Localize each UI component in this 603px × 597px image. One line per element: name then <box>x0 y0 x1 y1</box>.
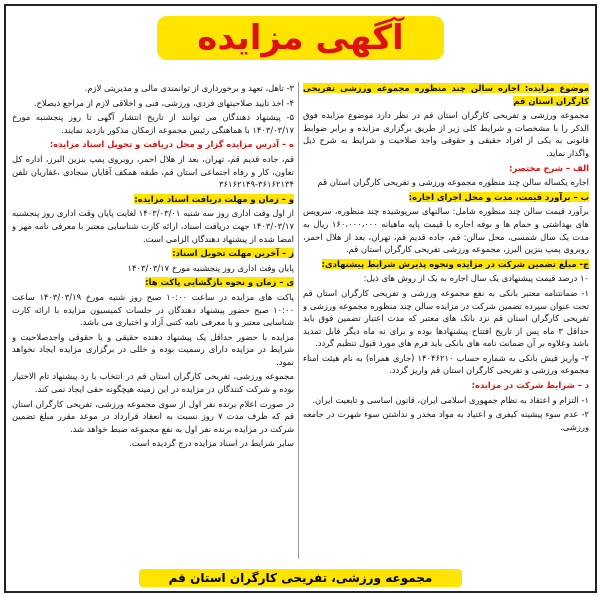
condition-item-3: ۳- تاهل، تعهد و برخورداری از توانمندی مالی و مدیریتی لازم. <box>84 83 294 93</box>
section-jim-label: ج- مبلغ تضمین شرکت در مزایده ونحوه پذیرش شرایط پیشنهادی: <box>321 258 589 269</box>
section-vav-text: از اول وقت اداری روز سه شنبه ۱۴۰۳/۰۳/۰۱ لغایت پایان وقت اداری روز پنجشنبه ۱۴۰۳/۰۳/۱۷ جهت دریافت اسناد، ارائه کارت شناسایی معتبر با معرفی نامه مهر و امضا شده از پیشنهاد دهندگان الزامی است. <box>12 208 294 244</box>
footer-org-name: مجموعه ورزشی، تفریحی کارگران استان قم <box>139 569 463 587</box>
section-ze-label: ز – آخرین مهلت تحویل اسناد: <box>172 248 294 259</box>
note-4: سایر شرایط در اسناد مزایده درج گردیده است. <box>129 438 294 449</box>
section-be-text: برآورد قیمت سالن چند منظوره شامل: سالنهای سرپوشیده چند منظوره، سرویس های بهداشتی و حمام ها و بوفه اجاره با قیمت پایه ماهیانه ۱۶۰،۰۰۰،۰۰۰ ریال به مدت یک سال شمسی، محل سالن: قم، جاده قدیم قم، تهران، بعد از هلال احمر، روبروی پمپ بنزین البرز، مجموعه ورزشی تفریحی کارگران استان قم. <box>303 206 589 255</box>
section-he-text: قم، جاده قدیم قم، تهران، بعد از هلال احمر، روبروی پمپ بنزین البرز، اداره کل تعاون، کار و رفاه اجتماعی استان قم، طبقه همکف آقایان سجادی ،غفاریان تلفن ۳۶۱۶۲۱۳۴-۳۶۱۶۲۱۴۹ <box>12 153 294 190</box>
right-column <box>303 82 589 561</box>
section-dal-item-1: ۱- التزام و اعتقاد به نظام جمهوری اسلامی ایران، قانون اساسی و تابعیت ایران. <box>312 394 589 405</box>
condition-item-5: ۵- پیشنهاد دهندگان می توانند از تاریخ انتشار آگهی تا روز پنجشنبه مورخ ۱۴۰۳/۰۳/۱۷ با هماهنگی رئیس مجموعه ازمکان مذکور بازدید نمایند. <box>12 112 294 135</box>
section-jim-item-1: ۱- ضمانتنامه معتبر بانکی به نفع مجموعه ورزشی و تفریحی کارگران استان قم تحت عنوان سپرده تضمین شرکت در مزایده سالن چند منظوره مجموعه ورزشی و تفریحی کارگران استان قم نزد بانک های معتبر که مدت اعتبار تضمین فوق باید حداقل ۳ ماه پس از تاریخ افتتاح پیشنهادها بوده و برای نه ماه دیگر قابل تمدید باشد وعلاوه بر آن ضمانت نامه های بانکی باید فرم های مورد قبول تنظیم گردد. <box>303 287 589 349</box>
note-3: در صورت اعلام برنده نفر اول از سوی مجموعه ورزشی، تفریحی کارگران استان قم که ظرف مدت ۷ روز نسبت به انعقاد قرارداد در موعد مقرر مبلغ تضمین شرکت در مزایده برنده نفر اول به نفع مجموعه ضبط خواهد شد. <box>12 398 294 434</box>
auction-notice <box>4 4 597 593</box>
section-vav-label: و – زمان و مهلت دریافت اسناد مزایده: <box>134 193 294 204</box>
section-dal-label: د – شرایط شرکت در مزایده: <box>471 380 589 391</box>
notice-title: آگهی مزایده <box>157 16 443 60</box>
section-be-label: ب – برآورد قیمت، مدت و محل اجرای اجاره: <box>408 191 589 202</box>
title-wrap <box>6 16 595 60</box>
section-ye-text: پاکت های مزایده در ساعت ۱۰:۰۰ صبح روز شنبه مورخ ۱۴۰۳/۰۳/۱۹ ساعت ۱۰:۰۰ صبح حضور پیشنهاد دهندگان در جلسات کمیسیون مزایده با ارائه کارت شناسایی معتبر و با معرفی نامه کتبی آزاد و اختیاری می باشد. <box>12 291 294 328</box>
note-2: مجموعه ورزشی، تفریحی کارگران استان قم در انتخاب یا رد پیشنهاد تام الاختیار بوده و شرکت کنندگان در مزایده در این زمینه هیچگونه حقی ایجاد نمی کند. <box>12 371 294 395</box>
footer <box>6 567 595 587</box>
section-he-label: ه – آدرس مزایده گزار و محل دریافت و تحویل اسناد مزایده: <box>49 139 294 150</box>
section-jim-text: ۱۰ درصد قیمت پیشنهادی یک سال اجاره به یک از روش های ذیل: <box>363 273 589 284</box>
section-ye-label: ی – زمان و نحوه بازگشایی پاکت ها: <box>145 277 294 288</box>
subject-heading: موضوع مزایده: اجاره سالن چند منظوره مجموعه ورزشی تفریحی کارگران استان قم <box>303 83 589 106</box>
intro-text: مجموعه ورزشی و تفریحی کارگران استان قم در نظر دارد موضوع مزایده فوق الذکر را با مشخصات و شرایط کلی زیر از طریق برگزاری مزایده و برابر ضوابط قانونی به یکی از افراد حقیقی و حقوقی واجد صلاحیت و شرایط به شرح ذیل واگذار نماید. <box>303 110 589 158</box>
section-alef-label: الف – شرح مختصر: <box>509 162 589 173</box>
note-1: مزایده با حضور حداقل یک پیشنهاد دهنده حقیقی و یا حقوقی واجدصلاحیت و شرایط در مزایده دارای رسمیت بوده و خللی در برگزاری مزایده ایجاد نخواهد نمود. <box>12 331 294 367</box>
column-divider <box>298 82 299 559</box>
left-column <box>12 82 294 561</box>
section-dal-item-2: ۲- عدم سوء پیشینه کیفری و اعتیاد به مواد مخدر و نداشتن سوء شهرت در جامعه ورزشی. <box>303 409 589 432</box>
section-alef-text: اجاره یکساله سالن چند منظوره مجموعه ورزشی و تفریحی کارگران استان قم <box>317 177 589 188</box>
section-jim-item-2: ۲- واریز فیش بانکی به شماره حساب ۱۴۰۴۶۲۱۰ (جاری همراه) به نام هیئت امناء مجموعه ورزشی و تفریحی کارگران استان قم واریز گردد. <box>303 352 589 376</box>
section-ze-text: پایان وقت اداری روز پنجشنبه مورخ ۱۴۰۳/۰۳/۱۷ <box>127 262 294 273</box>
condition-item-4: ۴- اخذ تایید صلاحیتهای فردی، ورزشی، فنی و اخلاقی لازم از مراجع ذیصلاح. <box>33 97 294 108</box>
